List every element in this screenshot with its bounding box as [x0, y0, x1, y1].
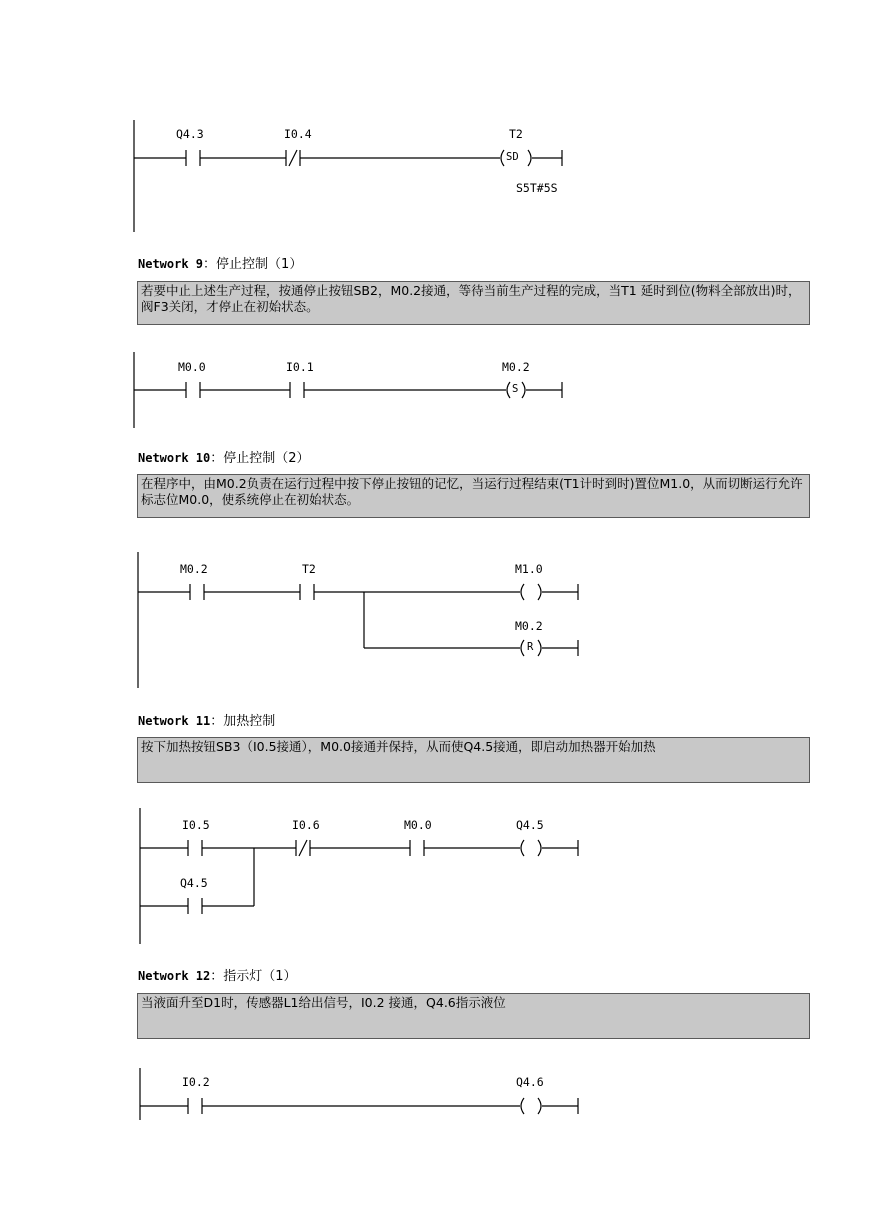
- network-name: 停止控制（1）: [216, 257, 303, 272]
- coil-label: M1.0: [515, 562, 543, 576]
- network-title: Network 11：加热控制: [138, 714, 276, 729]
- contact-label: M0.0: [178, 360, 206, 374]
- contact-label: Q4.3: [176, 127, 204, 141]
- network-label: Network 9: [138, 257, 204, 271]
- contact-label: I0.6: [292, 818, 320, 832]
- contact-label: M0.0: [404, 818, 432, 832]
- coil-type: R: [527, 641, 534, 653]
- network-comment: 按下加热按钮SB3（I0.5接通），M0.0接通并保持，从而使Q4.5接通，即启动加热器开始加热: [137, 737, 810, 783]
- network-label: Network 12: [138, 969, 211, 983]
- network-title: Network 10：停止控制（2）: [138, 451, 310, 466]
- coil-right: [538, 1098, 541, 1114]
- timer-preset: S5T#5S: [516, 181, 558, 195]
- network-title: Network 9：停止控制（1）: [138, 257, 303, 272]
- coil-label: T2: [509, 127, 523, 141]
- network-name: 停止控制（2）: [223, 451, 310, 466]
- contact-label: Q4.5: [180, 876, 208, 890]
- contact-label: I0.1: [286, 360, 314, 374]
- contact-label: I0.2: [182, 1075, 210, 1089]
- coil-label: M0.2: [502, 360, 530, 374]
- coil-label: Q4.6: [516, 1075, 544, 1089]
- contact-label: I0.5: [182, 818, 210, 832]
- network-comment: 当液面升至D1时，传感器L1给出信号，I0.2 接通，Q4.6指示液位: [137, 993, 810, 1039]
- coil-left: [521, 1098, 524, 1114]
- contact-label: T2: [302, 562, 316, 576]
- coil-label: M0.2: [515, 619, 543, 633]
- network-name: 指示灯（1）: [223, 969, 297, 984]
- coil-type: SD: [506, 151, 519, 163]
- coil-type: S: [512, 383, 519, 395]
- network-label: Network 11: [138, 714, 211, 728]
- contact-label: I0.4: [284, 127, 312, 141]
- network-comment: 若要中止上述生产过程，按通停止按钮SB2，M0.2接通，等待当前生产过程的完成，当T1 延时到位(物料全部放出)时，阀F3关闭，才停止在初始状态。: [137, 281, 810, 325]
- network-comment: 在程序中，由M0.2负责在运行过程中按下停止按钮的记忆，当运行过程结束(T1计时到时)置位M1.0，从而切断运行允许标志位M0.0，使系统停止在初始状态。: [137, 474, 810, 518]
- network-title: Network 12：指示灯（1）: [138, 969, 297, 984]
- network-name: 加热控制: [223, 714, 276, 729]
- network-label: Network 10: [138, 451, 211, 465]
- coil-label: Q4.5: [516, 818, 544, 832]
- contact-label: M0.2: [180, 562, 208, 576]
